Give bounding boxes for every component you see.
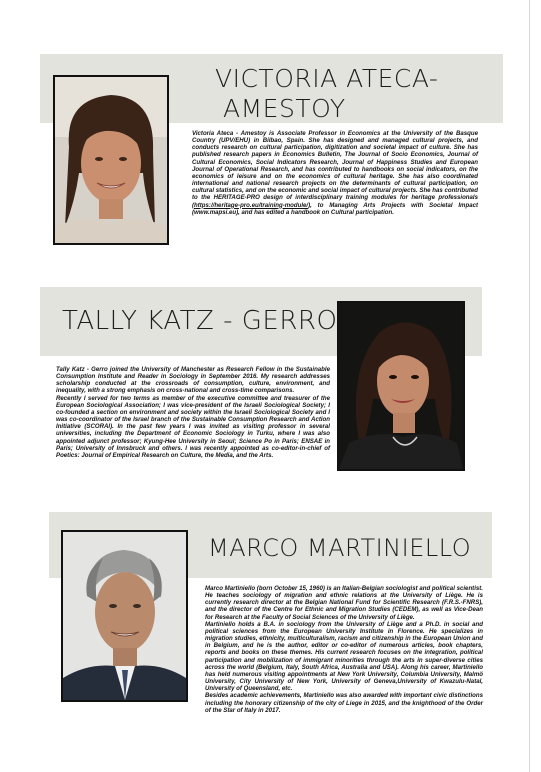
bio-link-heritage-pro[interactable]: https://heritage-pro.eu/training-module/: [194, 201, 309, 209]
profile-photo-marco: [61, 530, 188, 702]
profile-photo-victoria: [53, 75, 169, 245]
portrait-victoria-image: [55, 77, 167, 243]
profile-name-marco: MARCO MARTINIELLO: [208, 534, 472, 562]
profile-name-victoria-line2: AMESTOY: [223, 94, 346, 123]
bio-text-victoria-part1: Victoria Ateca - Amestoy is Associate Professor in Economics at the University of the Basque Country (UPV/EHU) in Bilbao, Spain. She has designed and managed cultural projects, and conducts research on cultural participation, digitization and societal impact of culture. She has published research papers in Economics Bulletin, The Journal of Socio Economics, Journal of Cultural Economics, Social Indicators Research, Journal of Happiness Studies and European Journal of Operational Research, and has contributed to handbooks on social indicators, on the economics of leisure and on the economics of cultural heritage. She has also coordinated international and national research projects on the determinants of cultural participation, on cultural statistics, and on the economic and social impact of cultural projects. She has contributed to the HERITAGE-PRO design of interdisciplinary training modules for heritage professionals (: [192, 130, 478, 209]
profile-name-victoria-line1: VICTORIA ATECA-: [215, 64, 439, 93]
portrait-marco-image: [63, 532, 186, 700]
profile-name-tally: TALLY KATZ - GERRO: [62, 306, 338, 336]
profile-bio-marco: Marco Martiniello (born October 15, 1960) is an Italian-Belgian sociologist and political scientist. He teaches sociology of migration and ethnic relations at the University of Liège. He is currently research director at the Belgian National Fund for Scientific Research (F.R.S.-FNRS), and the director of the Centre for Ethnic and Migration Studies (CEDEM), as well as Vice-Dean for Research at the Faculty of Social Sciences of the University of Liège. Martiniello holds a B.A. in sociology from the University of Liège and a Ph.D. in social and political sciences from the European University Institute in Florence. He specializes in migration studies, ethnicity, multiculturalism, racism and citizenship in the European Union and in Belgium, and he is the author, editor or co-editor of numerous articles, book chapters, reports and books on these themes. His current research focuses on the integration, political participation and mobilization of immigrant minorities through the arts in super-diverse cities across the world (Belgium, Italy, South Africa, Australia and USA). Along his career, Martiniello has held numerous visiting appointments at New York University, Columbia University, Malmö University, City University of New York, University of Geneva,University of Kwazulu-Natal, University of Queensland, etc. Besides academic achievements, Martiniello was also awarded with important civic distinctions including the honorary citizenship of the city of Liege in 2015, and the knighthood of the Order of the Star of Italy in 2017.: [205, 585, 484, 714]
portrait-tally-image: [339, 303, 463, 469]
profile-bio-tally: Tally Katz - Gerro joined the University of Manchester as Research Fellow in the Sustainable Consumption Institute and Reader in Sociology in September 2016. My research addresses scholarship conducted at the crossroads of consumption, culture, environment, and inequality, with a strong emphasis on cross-national and cross-time comparisons. Recently I served for two terms as member of the executive committee and treasurer of the European Sociological Association; I was vice-president of the Israeli Sociological Society; I co-founded a section on environment and society within the Israeli Sociological Society and I was co-coordinator of the Israel branch of the Sustainable Consumption Research and Action Initiative (SCORAI). In the past few years I was invited as visiting professor in several universities, including the Department of Economic Sociology in Turku, where I was also appointed adjunct professor; Kyung-Hee University in Seoul; Science Po in Paris; ENSAE in Paris; University of Innsbruck and others. I was recently appointed as co-editor-in-chief of Poetics: Journal of Empirical Research on Culture, the Media, and the Arts.: [56, 366, 330, 459]
profile-photo-tally: [337, 301, 465, 471]
profile-bio-victoria: [192, 130, 478, 216]
bio-text-victoria-part2: ), to Managing Arts Projects with Societal Impact (www.mapsi.eu), and has edited a handbook on Cultural participation.: [192, 201, 478, 216]
